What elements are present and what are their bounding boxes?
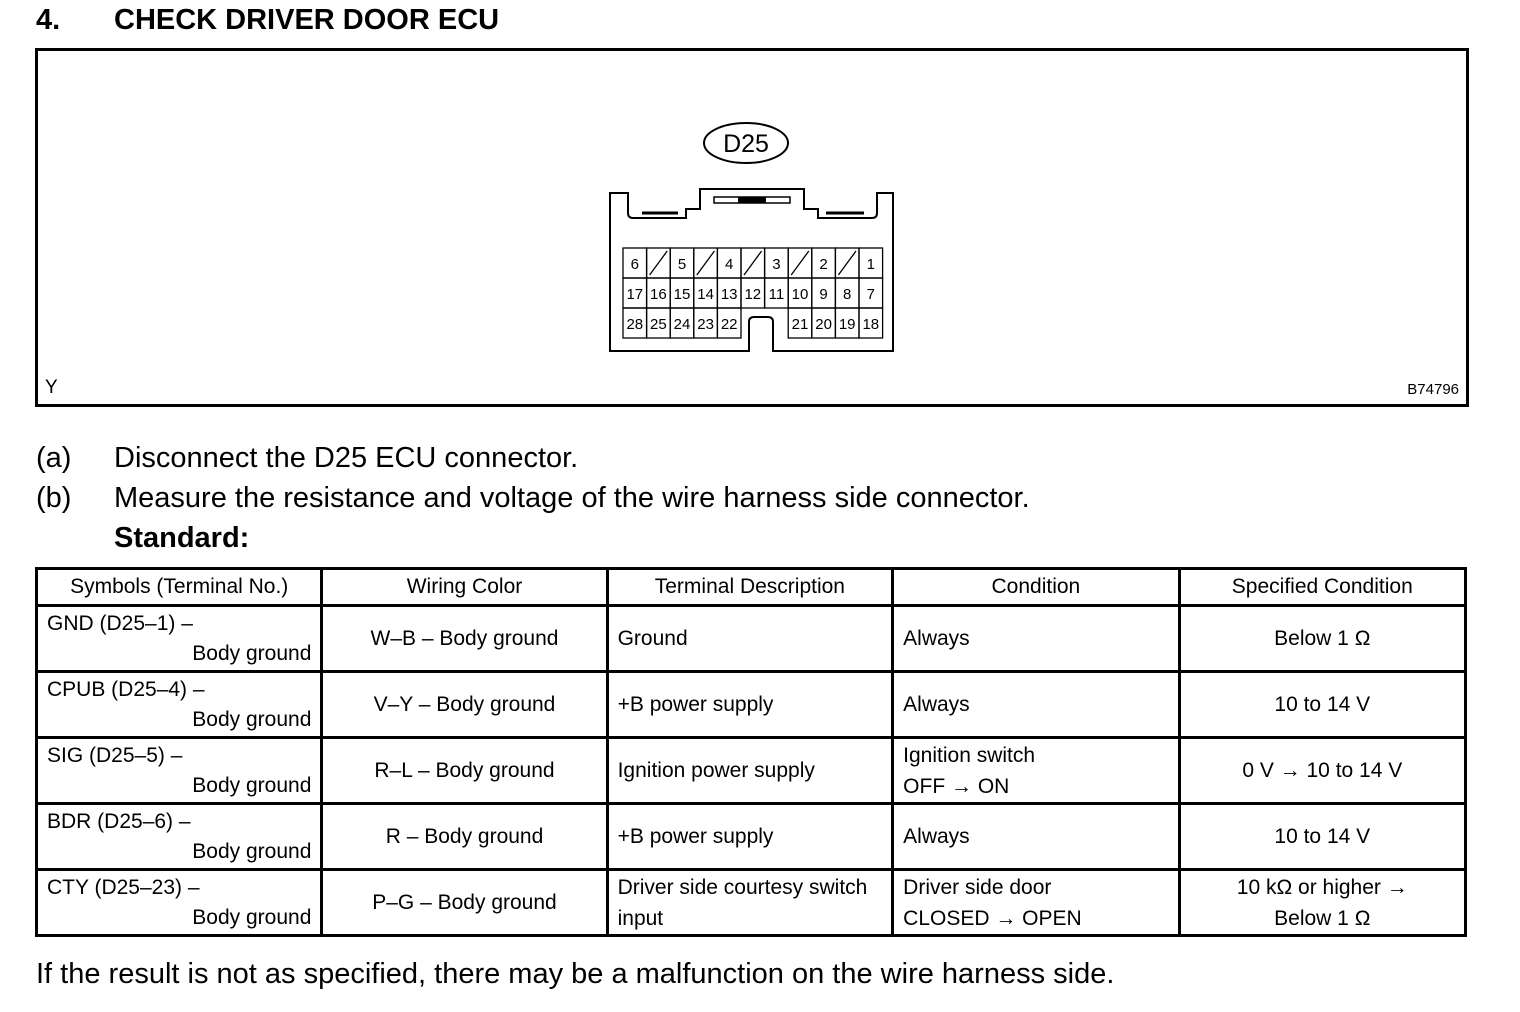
symbol-ground: Body ground bbox=[192, 839, 312, 863]
spec-line: 10 to 14 V bbox=[1274, 825, 1371, 848]
cell-specified-condition bbox=[1179, 738, 1465, 804]
keyway bbox=[749, 323, 773, 351]
pin-number: 13 bbox=[720, 286, 738, 303]
pin-number: 21 bbox=[791, 316, 809, 333]
condition-line: Always bbox=[903, 627, 970, 650]
spec-line-2: Below 1 Ω bbox=[1274, 906, 1371, 930]
cell-wiring-color: R – Body ground bbox=[322, 804, 607, 870]
specification-table bbox=[35, 567, 1467, 937]
condition-line: Driver side door bbox=[903, 875, 1052, 899]
cell-condition bbox=[893, 870, 1179, 936]
step-item-text: Disconnect the D25 ECU connector. bbox=[114, 442, 579, 474]
symbol-terminal: BDR (D25–6) – bbox=[47, 809, 191, 833]
table-row bbox=[37, 606, 1466, 672]
condition-line-2: OFF → ON bbox=[903, 774, 1010, 798]
pin-number: 10 bbox=[791, 286, 809, 303]
pin-number: 7 bbox=[866, 286, 875, 303]
header-specified-condition: Specified Condition bbox=[1179, 569, 1465, 606]
pin-number: 22 bbox=[720, 316, 738, 333]
pin-number: 15 bbox=[673, 286, 691, 303]
condition-line-2: CLOSED → OPEN bbox=[903, 906, 1082, 930]
step-number: 4. bbox=[36, 4, 61, 36]
spec-line: 10 to 14 V bbox=[1274, 693, 1371, 716]
pin-number: 1 bbox=[866, 256, 875, 273]
symbol-terminal: CTY (D25–23) – bbox=[47, 875, 200, 899]
cell-terminal-description bbox=[607, 870, 893, 936]
description-line: +B power supply bbox=[617, 825, 774, 848]
symbol-terminal: GND (D25–1) – bbox=[47, 611, 193, 635]
symbol-ground: Body ground bbox=[192, 773, 312, 797]
cell-condition bbox=[893, 804, 1179, 870]
unused-pin-slash bbox=[838, 251, 856, 275]
figure-corner-label: Y bbox=[45, 377, 58, 398]
header-wiring-color: Wiring Color bbox=[322, 569, 607, 606]
pin-number: 14 bbox=[697, 286, 714, 303]
pin-number: 6 bbox=[630, 256, 639, 273]
symbol-terminal: SIG (D25–5) – bbox=[47, 743, 183, 767]
table-body bbox=[37, 606, 1466, 936]
pin-number: 28 bbox=[626, 316, 644, 333]
standard-label: Standard: bbox=[114, 522, 250, 554]
cell-symbol bbox=[37, 870, 322, 936]
pin-grid bbox=[623, 248, 883, 338]
pin-number: 8 bbox=[843, 286, 852, 303]
pin-number: 25 bbox=[650, 316, 667, 333]
pin-number: 23 bbox=[697, 316, 714, 333]
cell-symbol bbox=[37, 672, 322, 738]
table-row bbox=[37, 804, 1466, 870]
pin-number: 4 bbox=[725, 256, 734, 273]
spec-line: 10 kΩ or higher → bbox=[1236, 875, 1408, 899]
condition-line: Ignition switch bbox=[903, 743, 1036, 767]
cell-terminal-description bbox=[607, 738, 893, 804]
table-row bbox=[37, 870, 1466, 936]
description-line: Ground bbox=[617, 627, 688, 650]
pin-number: 11 bbox=[768, 286, 785, 303]
connector-diagram bbox=[38, 51, 1466, 404]
lock-release-center bbox=[738, 197, 766, 203]
pin-number: 18 bbox=[862, 316, 880, 333]
header-condition: Condition bbox=[893, 569, 1179, 606]
pin-number: 24 bbox=[673, 316, 691, 333]
description-line-2: input bbox=[617, 906, 664, 930]
cell-terminal-description bbox=[607, 606, 893, 672]
step-item-text: Measure the resistance and voltage of the wire harness side connector. bbox=[114, 482, 1030, 514]
cell-condition bbox=[893, 606, 1179, 672]
unused-pin-slash bbox=[744, 251, 762, 275]
pin-number: 20 bbox=[815, 316, 832, 333]
header-terminal-description: Terminal Description bbox=[607, 569, 893, 606]
cell-symbol bbox=[37, 738, 322, 804]
figure-code: B74796 bbox=[1407, 381, 1459, 398]
cell-condition bbox=[893, 672, 1179, 738]
step-item-label: (a) bbox=[36, 442, 72, 474]
pin-number: 19 bbox=[838, 316, 856, 333]
connector-label: D25 bbox=[723, 130, 769, 158]
symbol-terminal: CPUB (D25–4) – bbox=[47, 677, 205, 701]
spec-line: Below 1 Ω bbox=[1274, 627, 1371, 650]
table-header-row bbox=[37, 569, 1466, 606]
footnote: If the result is not as specified, there may be a malfunction on the wire harness side. bbox=[36, 958, 1115, 990]
table-row bbox=[37, 672, 1466, 738]
cell-wiring-color: V–Y – Body ground bbox=[322, 672, 607, 738]
cell-specified-condition bbox=[1179, 804, 1465, 870]
cell-specified-condition bbox=[1179, 606, 1465, 672]
table-row bbox=[37, 738, 1466, 804]
description-line: +B power supply bbox=[617, 693, 774, 716]
pin-number: 3 bbox=[772, 256, 781, 273]
symbol-ground: Body ground bbox=[192, 707, 312, 731]
connector-figure bbox=[35, 48, 1469, 407]
cell-wiring-color: P–G – Body ground bbox=[322, 870, 607, 936]
pin-number: 16 bbox=[650, 286, 667, 303]
header-symbols: Symbols (Terminal No.) bbox=[37, 569, 322, 606]
cell-wiring-color: W–B – Body ground bbox=[322, 606, 607, 672]
cell-symbol bbox=[37, 804, 322, 870]
pin-number: 2 bbox=[819, 256, 828, 273]
cell-condition bbox=[893, 738, 1179, 804]
pin-number: 5 bbox=[677, 256, 687, 273]
step-item-label: (b) bbox=[36, 482, 72, 514]
cell-symbol bbox=[37, 606, 322, 672]
condition-line: Always bbox=[903, 693, 970, 716]
cell-specified-condition bbox=[1179, 870, 1465, 936]
cell-terminal-description bbox=[607, 672, 893, 738]
description-line: Driver side courtesy switch bbox=[617, 875, 868, 899]
pin-number: 12 bbox=[744, 286, 762, 303]
description-line: Ignition power supply bbox=[617, 759, 815, 782]
cell-terminal-description bbox=[607, 804, 893, 870]
symbol-ground: Body ground bbox=[192, 641, 312, 665]
spec-line: 0 V → 10 to 14 V bbox=[1242, 759, 1403, 782]
cell-wiring-color: R–L – Body ground bbox=[322, 738, 607, 804]
pin-number: 9 bbox=[819, 286, 828, 303]
unused-pin-slash bbox=[791, 251, 809, 275]
pin-number: 17 bbox=[626, 286, 644, 303]
condition-line: Always bbox=[903, 825, 970, 848]
symbol-ground: Body ground bbox=[192, 905, 312, 929]
step-title: CHECK DRIVER DOOR ECU bbox=[114, 4, 500, 36]
cell-specified-condition bbox=[1179, 672, 1465, 738]
unused-pin-slash bbox=[650, 251, 668, 275]
unused-pin-slash bbox=[697, 251, 715, 275]
